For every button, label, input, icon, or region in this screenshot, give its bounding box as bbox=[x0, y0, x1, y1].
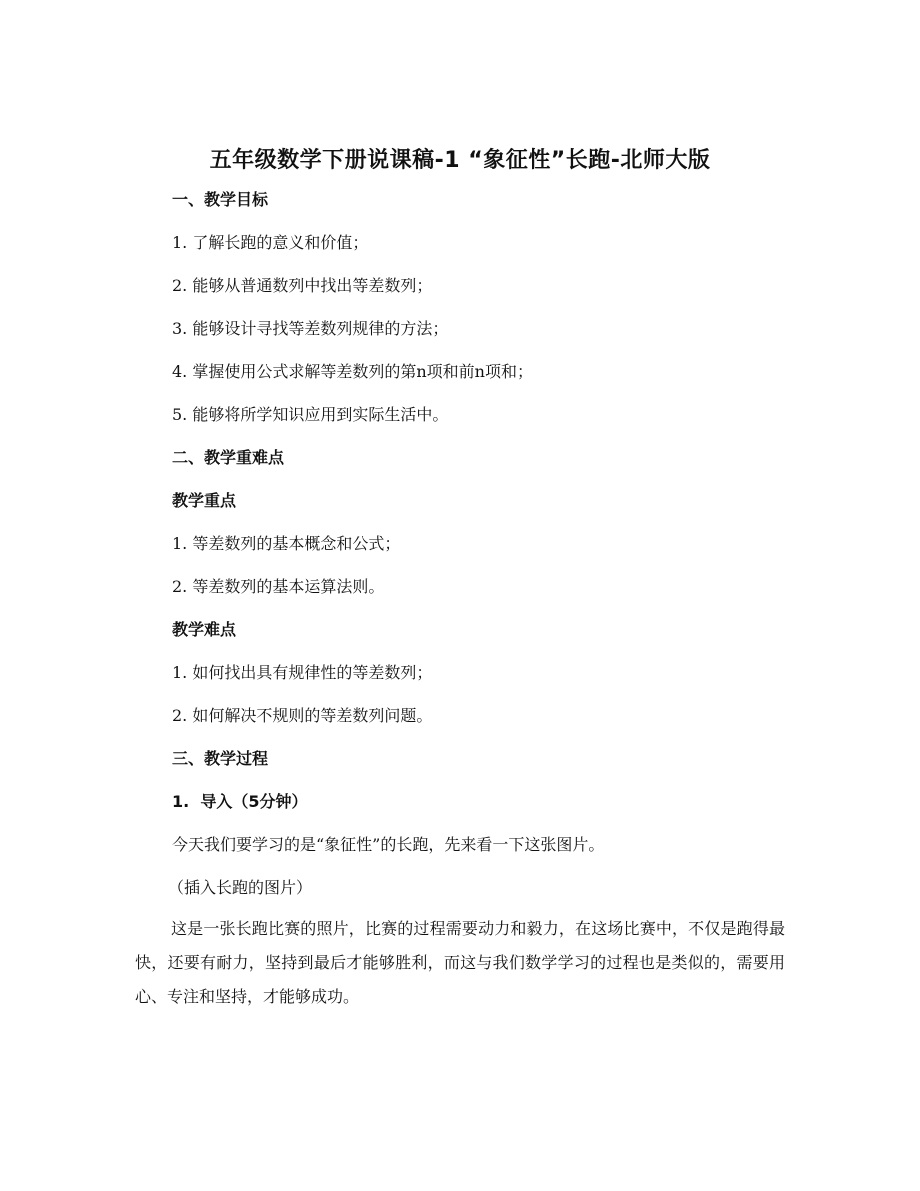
step-heading-intro: 1. 导入（5分钟） bbox=[172, 792, 308, 811]
section-heading-key-difficult: 二、教学重难点 bbox=[172, 448, 285, 467]
objective-item: 5. 能够将所学知识应用到实际生活中。 bbox=[172, 405, 449, 424]
objective-item: 1. 了解长跑的意义和价值； bbox=[172, 233, 369, 252]
section-heading-process: 三、教学过程 bbox=[172, 749, 269, 768]
objective-item: 3. 能够设计寻找等差数列规律的方法； bbox=[172, 319, 449, 338]
step-body-paragraph: 这是一张长跑比赛的照片，比赛的过程需要动力和毅力，在这场比赛中，不仅是跑得最快，还要有耐力，坚持到最后才能够胜利，而这与我们数学学习的过程也是类似的，需要用心、专注和坚持，才能够成功。 bbox=[135, 919, 785, 1006]
key-point-item: 2. 等差数列的基本运算法则。 bbox=[172, 577, 385, 596]
section-heading-objectives: 一、教学目标 bbox=[172, 190, 269, 209]
image-placeholder-note: （插入长跑的图片） bbox=[168, 878, 313, 897]
objective-item: 2. 能够从普通数列中找出等差数列； bbox=[172, 276, 433, 295]
subheading-difficult-points: 教学难点 bbox=[172, 620, 237, 639]
document-title: 五年级数学下册说课稿-1 “象征性”长跑-北师大版 bbox=[209, 148, 711, 173]
difficult-point-item: 2. 如何解决不规则的等差数列问题。 bbox=[172, 706, 433, 725]
objective-item: 4. 掌握使用公式求解等差数列的第n项和前n项和； bbox=[172, 362, 533, 381]
subheading-key-points: 教学重点 bbox=[172, 491, 237, 510]
key-point-item: 1. 等差数列的基本概念和公式； bbox=[172, 534, 401, 553]
difficult-point-item: 1. 如何找出具有规律性的等差数列； bbox=[172, 663, 433, 682]
step-intro-text: 今天我们要学习的是“象征性”的长跑，先来看一下这张图片。 bbox=[172, 835, 605, 854]
